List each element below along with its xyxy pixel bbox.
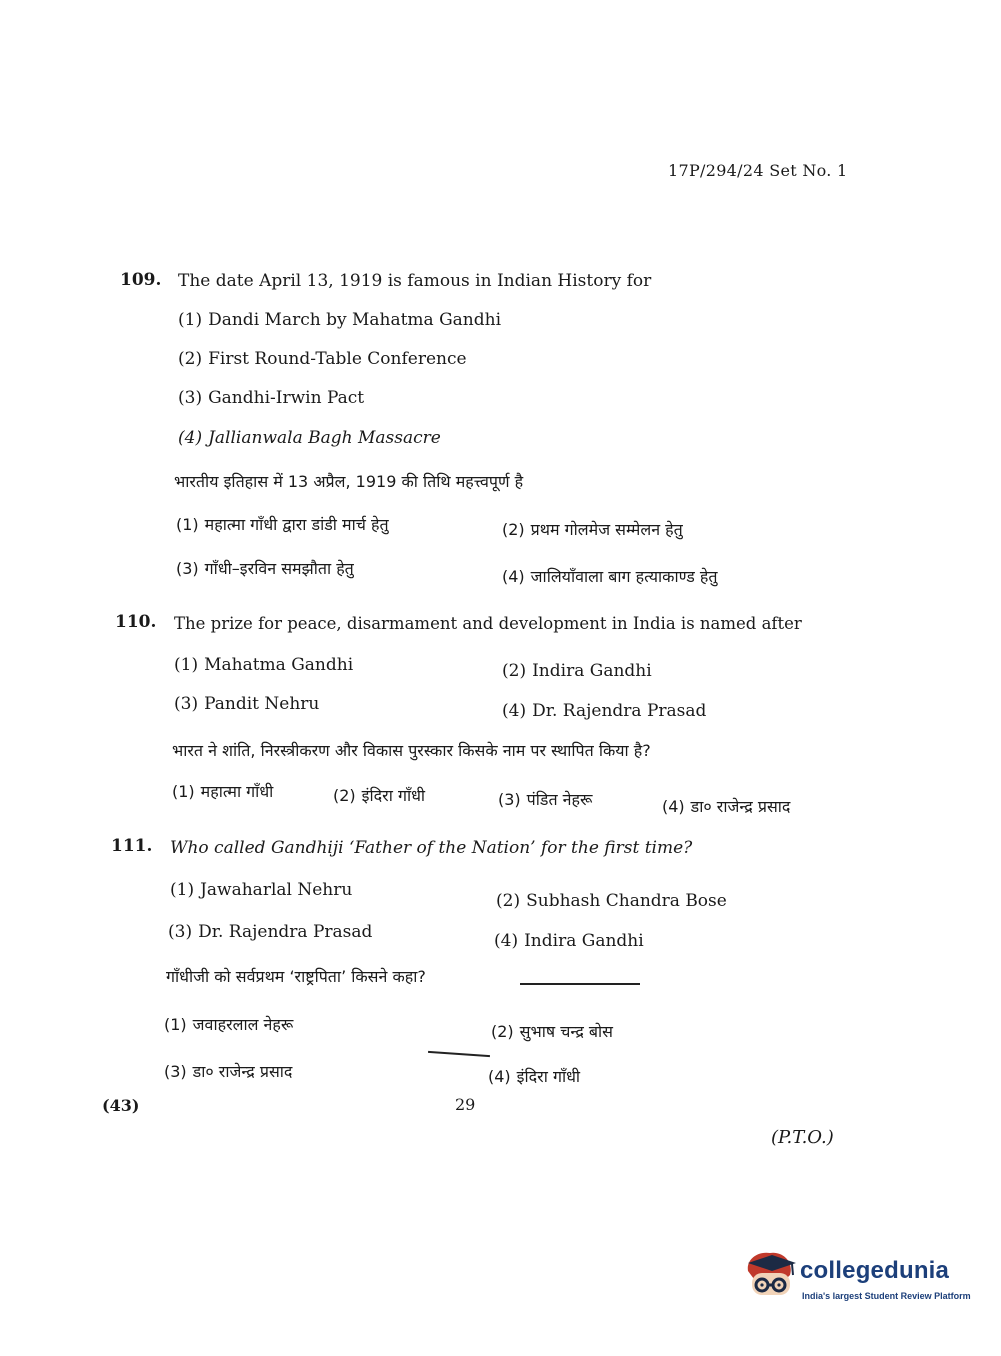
option-text: Indira Gandhi [532,661,652,681]
option-text: सुभाष चन्द्र बोस [519,1022,613,1041]
option-number: (3) [498,790,521,809]
option [502,661,652,681]
option [178,428,441,448]
option-number: (2) [333,786,356,805]
option-number: (3) [168,922,193,942]
hindi-option [502,518,683,540]
question-text: The prize for peace, disarmament and development in India is named after [174,614,802,633]
option-number: (1) [178,310,203,330]
hindi-option [502,565,717,587]
option-number: (4) [488,1067,511,1086]
option-number: (3) [164,1062,187,1081]
scan-mark [520,983,640,985]
hindi-option [176,557,354,579]
option-number: (1) [172,782,195,801]
question-number: 110. [115,612,157,632]
option [170,880,352,900]
option-text: जवाहरलाल नेहरू [192,1015,294,1034]
option-number: (1) [170,880,195,900]
option-number: (2) [502,520,525,539]
option-text: इंदिरा गाँधी [361,786,426,805]
option-text: First Round-Table Conference [208,349,467,369]
option-number: (3) [176,559,199,578]
question-number: 111. [111,836,153,856]
hindi-option [488,1065,580,1087]
hindi-option [164,1060,292,1082]
scan-mark [428,1051,490,1057]
option-text: गाँधी–इरविन समझौता हेतु [204,559,354,578]
question-text: Who called Gandhiji ‘Father of the Nation’ for the first time? [170,838,693,858]
option-number: (1) [174,655,199,675]
option-number: (1) [176,515,199,534]
option-text: इंदिरा गाँधी [516,1067,581,1086]
option-number: (2) [496,891,521,911]
option-text: Dandi March by Mahatma Gandhi [208,310,502,330]
option-number: (1) [164,1015,187,1034]
hindi-option [164,1013,293,1035]
option-text: Indira Gandhi [524,931,644,951]
option-text: Dr. Rajendra Prasad [532,701,707,721]
option-number: (2) [502,661,527,681]
hindi-option [333,784,425,806]
page-number: 29 [455,1095,476,1114]
option [178,310,501,330]
option-text: महात्मा गाँधी द्वारा डांडी मार्च हेतु [204,515,389,534]
option-text: डा० राजेन्द्र प्रसाद [192,1062,293,1081]
hindi-option [176,513,389,535]
paper-code: 17P/294/24 Set No. 1 [668,161,848,180]
option-number: (4) [178,428,203,448]
option-number: (4) [502,567,525,586]
option-text: महात्मा गाँधी [200,782,274,801]
hindi-question-text: भारतीय इतिहास में 13 अप्रैल, 1919 की तिथि महत्त्वपूर्ण है [174,472,524,491]
collegedunia-watermark [742,1249,972,1311]
option-number: (4) [502,701,527,721]
option [178,388,364,408]
hindi-option [491,1020,613,1042]
option-text: Subhash Chandra Bose [526,891,727,911]
hindi-option [662,795,790,817]
hindi-question-text: भारत ने शांति, निरस्त्रीकरण और विकास पुरस्कार किसके नाम पर स्थापित किया है? [172,741,651,760]
option [496,891,727,911]
option-text: Dr. Rajendra Prasad [198,922,373,942]
brand-name: collegedunia [800,1257,950,1284]
option-number: (3) [178,388,203,408]
option [174,655,353,675]
option [502,701,706,721]
question-text: The date April 13, 1919 is famous in Indian History for [178,271,652,291]
option-number: (4) [494,931,519,951]
option-text: पंडित नेहरू [526,790,593,809]
option-text: जालियाँवाला बाग हत्याकाण्ड हेतु [530,567,718,586]
option [494,931,644,951]
question-number: 109. [120,270,162,290]
option-text: Pandit Nehru [204,694,320,714]
option-text: प्रथम गोलमेज सम्मेलन हेतु [530,520,683,539]
option-text: Jallianwala Bagh Massacre [208,428,441,448]
option-number: (4) [662,797,685,816]
booklet-code: (43) [102,1096,140,1115]
hindi-question-text: गाँधीजी को सर्वप्रथम ‘राष्ट्रपिता’ किसने कहा? [166,967,426,986]
option-text: डा० राजेन्द्र प्रसाद [690,797,791,816]
option-text: Gandhi-Irwin Pact [208,388,365,408]
pto-label: (P.T.O.) [771,1127,834,1148]
brand-tagline: India's largest Student Review Platform [802,1291,971,1301]
hindi-option [172,780,273,802]
option-number: (3) [174,694,199,714]
option-text: Jawaharlal Nehru [200,880,353,900]
option [178,349,467,369]
option [168,922,372,942]
hindi-option [498,788,592,810]
option [174,694,319,714]
option-number: (2) [491,1022,514,1041]
option-text: Mahatma Gandhi [204,655,354,675]
mascot-logo-icon [742,1249,798,1307]
option-number: (2) [178,349,203,369]
